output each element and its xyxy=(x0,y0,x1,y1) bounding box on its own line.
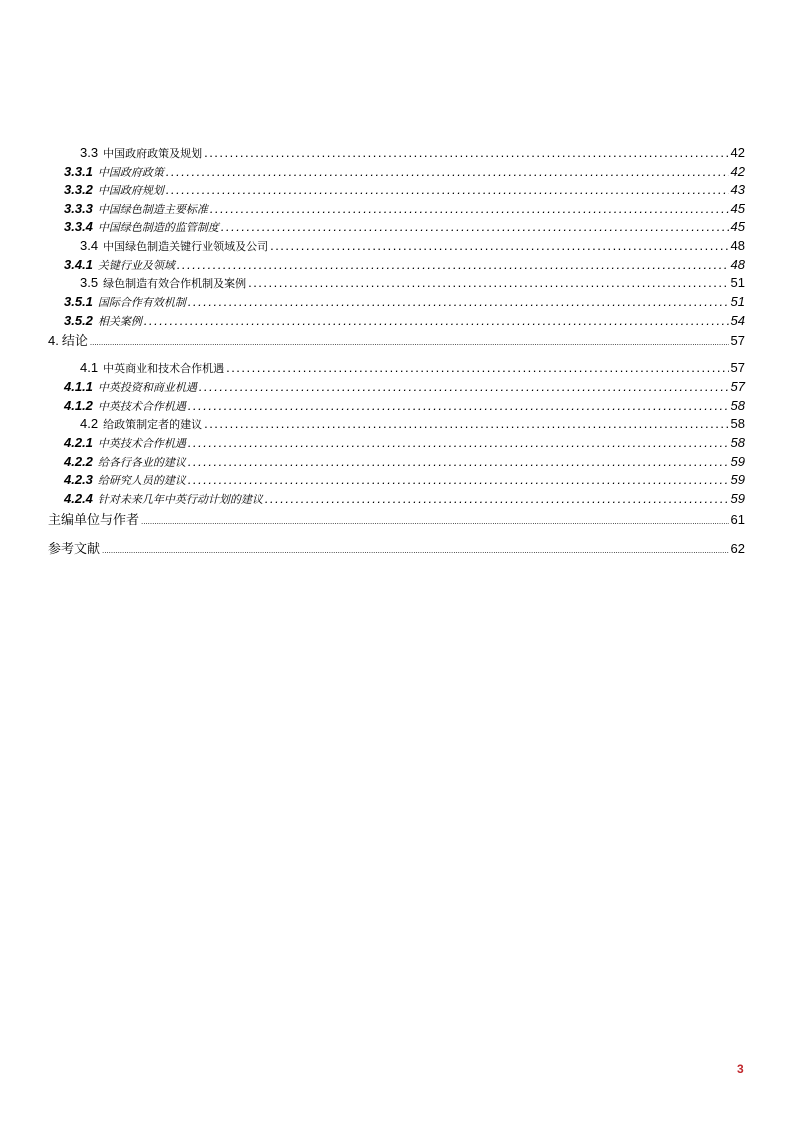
page-number: 3 xyxy=(737,1062,744,1076)
toc-entry-title: 中国绿色制造主要标准 xyxy=(97,203,208,216)
toc-entry-3-3-2[interactable] xyxy=(64,183,745,196)
toc-leader-dots xyxy=(204,146,728,159)
toc-entry-title: 中国政府政策及规划 xyxy=(103,147,203,160)
toc-entry-page: 58 xyxy=(730,398,745,413)
toc-entry-title: 相关案例 xyxy=(97,315,142,328)
toc-entry-editors-authors[interactable] xyxy=(48,513,745,527)
toc-entry-title: 关键行业及领域 xyxy=(97,259,175,272)
toc-entry-number: 4.1.1 xyxy=(64,379,93,394)
toc-entry-page: 42 xyxy=(730,164,745,179)
toc-entry-number: 3.3.3 xyxy=(64,201,93,216)
toc-entry-title: 针对未来几年中英行动计划的建议 xyxy=(97,493,263,506)
toc-entry-number: 3.5 xyxy=(80,275,99,290)
toc-leader-dots xyxy=(166,183,729,196)
toc-entry-number: 4.2.3 xyxy=(64,472,93,487)
toc-entry-title: 中国绿色制造的监管制度 xyxy=(97,221,219,234)
toc-leader-dots xyxy=(188,399,729,412)
toc-leader-dots xyxy=(144,314,729,327)
toc-entry-3-5-2[interactable] xyxy=(64,314,745,327)
toc-leader-dots xyxy=(188,436,729,449)
toc-entry-number: 3.3.2 xyxy=(64,182,93,197)
toc-leader-dots xyxy=(177,258,729,271)
toc-entry-title: 国际合作有效机制 xyxy=(97,296,186,309)
toc-entry-4-2[interactable] xyxy=(80,417,745,430)
toc-entry-page: 54 xyxy=(730,313,745,328)
toc-entry-title: 中英技术合作机遇 xyxy=(97,400,186,413)
toc-leader-dots xyxy=(199,380,729,393)
toc-entry-number: 3.3.1 xyxy=(64,164,93,179)
toc-entry-4-2-4[interactable] xyxy=(64,492,745,505)
toc-leader-dots xyxy=(166,165,729,178)
toc-entry-page: 61 xyxy=(730,512,745,527)
toc-leader-dots xyxy=(265,492,729,505)
toc-entry-number: 4.2.2 xyxy=(64,454,93,469)
toc-entry-title: 中国政府政策 xyxy=(97,166,164,179)
toc-leader-dots xyxy=(248,276,728,289)
toc-entry-page: 58 xyxy=(730,416,745,431)
toc-entry-number: 3.5.1 xyxy=(64,294,93,309)
toc-entry-4-1-1[interactable] xyxy=(64,380,745,393)
toc-entry-page: 48 xyxy=(730,238,745,253)
toc-entry-title: 主编单位与作者 xyxy=(48,513,140,528)
toc-entry-number: 4.2.4 xyxy=(64,491,93,506)
toc-entry-page: 43 xyxy=(730,182,745,197)
toc-entry-4-2-2[interactable] xyxy=(64,455,745,468)
toc-entry-number: 4.1.2 xyxy=(64,398,93,413)
toc-leader-dots xyxy=(210,202,729,215)
toc-entry-title: 中英投资和商业机遇 xyxy=(97,381,197,394)
toc-entry-page: 45 xyxy=(730,201,745,216)
toc-entry-page: 51 xyxy=(730,275,745,290)
toc-entry-page: 51 xyxy=(730,294,745,309)
toc-leader-dots xyxy=(102,547,729,555)
toc-entry-page: 58 xyxy=(730,435,745,450)
toc-entry-4-1-2[interactable] xyxy=(64,399,745,412)
toc-entry-page: 48 xyxy=(730,257,745,272)
toc-entry-page: 59 xyxy=(730,472,745,487)
toc-entry-number: 3.4 xyxy=(80,238,99,253)
toc-entry-3-5-1[interactable] xyxy=(64,295,745,308)
toc-entry-title: 中英技术合作机遇 xyxy=(97,437,186,450)
toc-entry-3-3-4[interactable] xyxy=(64,220,745,233)
toc-entry-3-3-1[interactable] xyxy=(64,165,745,178)
toc-entry-4-1[interactable] xyxy=(80,361,745,374)
toc-entry-3-5[interactable] xyxy=(80,276,745,289)
toc-entry-title: 参考文献 xyxy=(48,542,101,557)
toc-entry-number: 4.2.1 xyxy=(64,435,93,450)
toc-entry-title: 中国政府规划 xyxy=(97,184,164,197)
toc-entry-4-2-3[interactable] xyxy=(64,473,745,486)
toc-entry-page: 42 xyxy=(730,145,745,160)
toc-entry-4-2-1[interactable] xyxy=(64,436,745,449)
toc-entry-3-4[interactable] xyxy=(80,239,745,252)
toc-entry-page: 57 xyxy=(730,360,745,375)
toc-entry-number: 4. xyxy=(48,333,59,348)
toc-entry-number: 4.1 xyxy=(80,360,99,375)
toc-leader-dots xyxy=(188,473,729,486)
toc-entry-number: 3.3.4 xyxy=(64,219,93,234)
toc-leader-dots xyxy=(270,239,728,252)
toc-entry-title: 绿色制造有效合作机制及案例 xyxy=(103,277,247,290)
toc-entry-title: 结论 xyxy=(61,334,88,349)
toc-leader-dots xyxy=(141,518,729,526)
toc-entry-3-3[interactable] xyxy=(80,146,745,159)
toc-entry-page: 57 xyxy=(730,379,745,394)
toc-leader-dots xyxy=(204,417,728,430)
toc-entry-title: 给研究人员的建议 xyxy=(97,474,186,487)
toc-entry-page: 59 xyxy=(730,491,745,506)
toc-entry-number: 4.2 xyxy=(80,416,99,431)
toc-entry-page: 45 xyxy=(730,219,745,234)
toc-entry-page: 59 xyxy=(730,454,745,469)
toc-entry-title: 中英商业和技术合作机遇 xyxy=(103,362,225,375)
toc-entry-number: 3.4.1 xyxy=(64,257,93,272)
toc-leader-dots xyxy=(226,361,728,374)
toc-entry-number: 3.3 xyxy=(80,145,99,160)
toc-entry-title: 给各行各业的建议 xyxy=(97,456,186,469)
toc-entry-title: 给政策制定者的建议 xyxy=(103,418,203,431)
toc-entry-references[interactable] xyxy=(48,542,745,556)
toc-leader-dots xyxy=(188,455,729,468)
toc-entry-3-4-1[interactable] xyxy=(64,258,745,271)
toc-entry-3-3-3[interactable] xyxy=(64,202,745,215)
toc-entry-page: 57 xyxy=(730,333,745,348)
toc-entry-title: 中国绿色制造关键行业领域及公司 xyxy=(103,240,269,253)
toc-entry-page: 62 xyxy=(730,541,745,556)
toc-leader-dots xyxy=(90,339,729,347)
toc-entry-4[interactable] xyxy=(48,334,745,348)
toc-entry-number: 3.5.2 xyxy=(64,313,93,328)
toc-leader-dots xyxy=(221,220,729,233)
toc-leader-dots xyxy=(188,295,729,308)
